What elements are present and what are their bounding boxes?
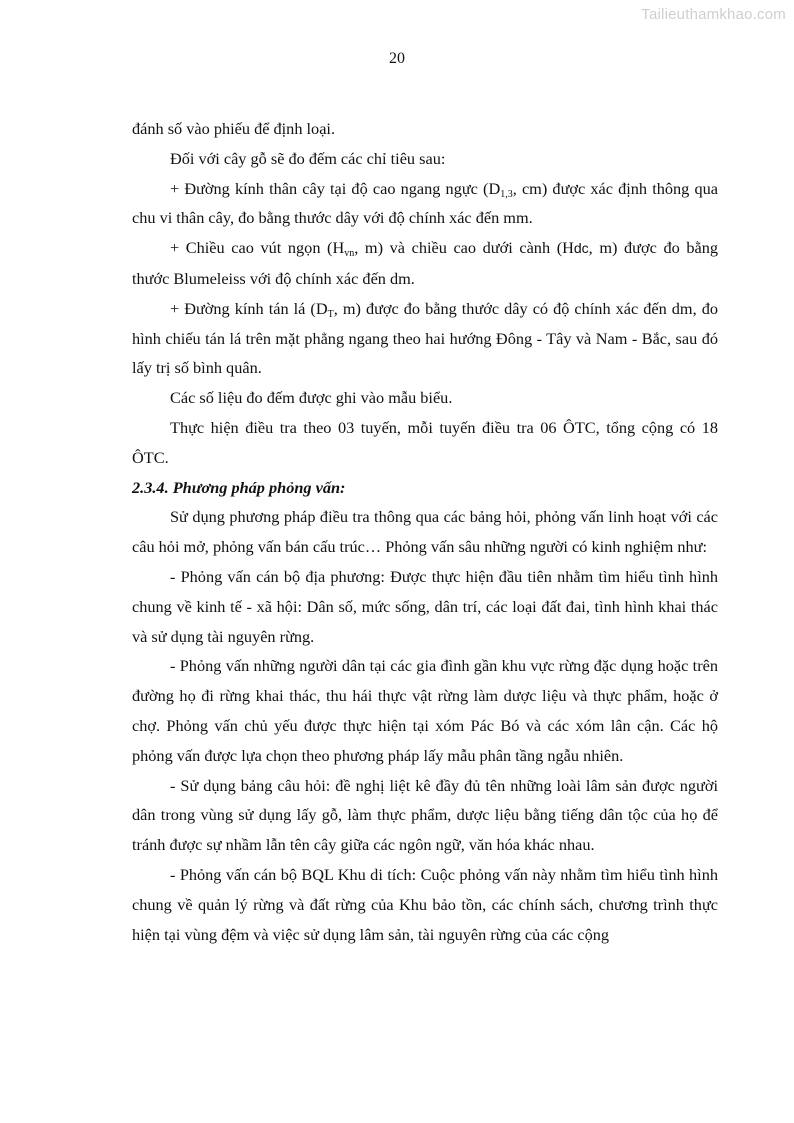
text-run: + Chiều cao vút ngọn (H	[170, 238, 345, 258]
text-run: , cm) được xác định thông qua chu vi thân cây, đo bằng thước dây với độ chính xác đến mm.	[132, 178, 718, 228]
paragraph-trunk-diameter	[132, 174, 718, 234]
subscript: vn	[344, 248, 355, 260]
paragraph-crown-diameter	[132, 294, 718, 383]
paragraph-tree-height	[132, 233, 718, 294]
paragraph-local-officials: - Phỏng vấn cán bộ địa phương: Được thực hiện đầu tiên nhằm tìm hiểu tình hình chung về kinh tế - xã hội: Dân số, mức sống, dân trí, các loại đất đai, tình hình khai thác và sử dụng tài nguyên rừng.	[132, 566, 718, 646]
paragraph-continuation: đánh số vào phiếu để định loại.	[132, 119, 336, 138]
paragraph-tree-metrics-intro: Đối với cây gỗ sẽ đo đếm các chỉ tiêu sau:	[170, 148, 446, 168]
subscript: 1,3	[500, 188, 513, 200]
subscript: T	[327, 308, 334, 320]
paragraph-questionnaire: - Sử dụng bảng câu hỏi: đề nghị liệt kê đầy đủ tên những loài lâm sản được người dân trong vùng sử dụng lấy gỗ, làm thực phẩm, dược liệu bằng tiếng dân tộc của họ để tránh được sự nhầm lẫn tên cây giữa các ngôn ngữ, văn hóa khác nhau.	[132, 775, 718, 855]
text-run: , m) được đo bằng thước Blumeleiss với độ chính xác đến dm.	[132, 238, 718, 288]
text-run: + Đường kính thân cây tại độ cao ngang ngực (D	[170, 178, 501, 198]
paragraph-management-board: - Phỏng vấn cán bộ BQL Khu di tích: Cuộc phỏng vấn này nhằm tìm hiểu tình hình chung về quản lý rừng và đất rừng của Khu bảo tồn, các chính sách, chương trình thực hiện tại vùng đệm và việc sử dụng lâm sản, tài nguyên rừng của các cộng	[132, 864, 718, 944]
paragraph-local-residents: - Phỏng vấn những người dân tại các gia đình gần khu vực rừng đặc dụng hoặc trên đường họ đi rừng khai thác, thu hái thực vật rừng làm dược liệu và thực phẩm, hoặc ở chợ. Phỏng vấn chủ yếu được thực hiện tại xóm Pác Bó và các xóm lân cận. Các hộ phỏng vấn được lựa chọn theo phương pháp lấy mẫu phân tầng ngẫu nhiên.	[132, 656, 718, 765]
text-run: , m) và chiều cao dưới cành (H	[354, 238, 574, 258]
document-body	[132, 114, 718, 949]
paragraph-interview-method: Sử dụng phương pháp điều tra thông qua các bảng hỏi, phỏng vấn linh hoạt với các câu hỏi mở, phỏng vấn bán cấu trúc… Phỏng vấn sâu những người có kinh nghiệm như:	[132, 507, 718, 557]
text-run: , m) được đo bằng thước dây có độ chính xác đến dm, đo hình chiếu tán lá trên mặt phẳng ngang theo hai hướng Đông - Tây và Nam - Bắc, sau đó lấy trị số bình quân.	[132, 298, 718, 378]
watermark-text: Tailieuthamkhao.com	[641, 6, 786, 23]
paragraph-survey-lines: Thực hiện điều tra theo 03 tuyến, mỗi tuyến điều tra 06 ÔTC, tổng cộng có 18 ÔTC.	[132, 417, 718, 467]
text-run: + Đường kính tán lá (D	[170, 298, 328, 318]
section-heading: 2.3.4. Phương pháp phỏng vấn:	[132, 477, 346, 497]
subscript-dc: dc	[573, 240, 589, 257]
paragraph-data-recording: Các số liệu đo đếm được ghi vào mẫu biểu.	[170, 388, 453, 408]
page-number: 20	[389, 50, 405, 67]
